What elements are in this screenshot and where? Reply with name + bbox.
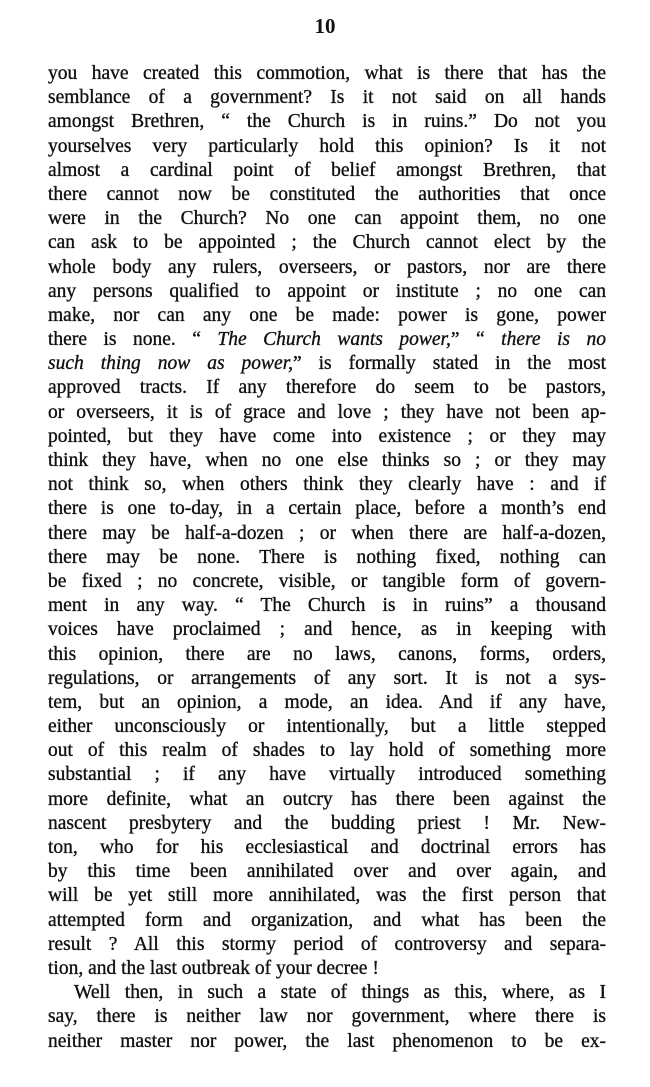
text-line xyxy=(48,643,606,667)
text-segment: by this time been annihilated over and over again, and xyxy=(48,861,606,883)
text-line xyxy=(48,933,606,957)
text-line xyxy=(48,280,606,304)
text-segment: either unconsciously or intentionally, but a little stepped xyxy=(48,716,606,738)
text-segment: ” “ xyxy=(450,329,502,351)
text-line xyxy=(48,231,606,255)
text-segment: this opinion, there are no laws, canons, forms, orders, xyxy=(48,643,606,665)
text-segment: whole body any rulers, overseers, or pastors, nor are there xyxy=(48,256,606,278)
body-text xyxy=(48,62,606,1054)
text-line xyxy=(48,62,606,86)
text-segment: ton, who for his ecclesiastical and doctrinal errors has xyxy=(48,837,606,858)
text-segment: will be yet still more annihilated, was the first person that xyxy=(48,885,606,907)
text-segment: were in the Church? No one can appoint them, no one xyxy=(48,208,606,230)
text-segment: there cannot now be constituted the authorities that once xyxy=(48,183,606,205)
paragraph xyxy=(48,981,606,1054)
text-segment: there may be half-a-dozen ; or when there are half-a-dozen, xyxy=(48,522,606,544)
text-line xyxy=(48,401,606,425)
text-segment: be fixed ; no concrete, visible, or tangible form of govern- xyxy=(48,570,606,592)
text-line xyxy=(48,497,606,521)
text-line xyxy=(48,594,606,618)
text-segment: pointed, but they have come into existence ; or they may xyxy=(48,425,606,447)
text-line xyxy=(48,957,606,981)
text-line xyxy=(48,691,606,715)
text-segment: substantial ; if any have virtually introduced something xyxy=(48,764,606,786)
text-line xyxy=(48,1005,606,1029)
text-segment: make, nor can any one be made: power is gone, power xyxy=(48,304,606,326)
text-line xyxy=(48,570,606,594)
text-line xyxy=(48,667,606,691)
text-segment: think they have, when no one else thinks so ; or they may xyxy=(48,450,606,471)
text-segment: ment in any way. “ The Church is in ruins” a thousand xyxy=(48,595,606,617)
text-segment: result ? All this stormy period of controversy and separa- xyxy=(48,933,606,955)
page-number: 10 xyxy=(314,14,336,38)
text-line xyxy=(48,836,606,860)
text-line xyxy=(48,159,606,183)
text-line xyxy=(48,546,606,570)
text-segment: out of this realm of shades to lay hold of something more xyxy=(48,740,606,762)
text-segment: or overseers, it is of grace and love ; they have not been ap- xyxy=(48,401,606,423)
text-segment: neither master nor power, the last phenomenon to be ex- xyxy=(48,1030,606,1052)
paragraph xyxy=(48,62,606,981)
text-line xyxy=(48,812,606,836)
text-segment: regulations, or arrangements of any sort. It is not a sys- xyxy=(48,667,606,689)
text-line xyxy=(48,763,606,787)
italic-text: such thing now as power, xyxy=(48,353,293,375)
text-line xyxy=(48,328,606,352)
text-line xyxy=(48,256,606,280)
text-line xyxy=(48,788,606,812)
text-segment: tem, but an opinion, a mode, an idea. And if any have, xyxy=(48,691,606,713)
text-line xyxy=(48,449,606,473)
text-line xyxy=(48,304,606,328)
text-segment: semblance of a government? Is it not said on all hands xyxy=(48,87,606,109)
text-line xyxy=(48,715,606,739)
text-segment: can ask to be appointed ; the Church cannot elect by the xyxy=(48,232,606,254)
text-segment: Well then, in such a state of things as this, where, as I xyxy=(74,982,606,1004)
text-line xyxy=(48,376,606,400)
text-line xyxy=(48,1030,606,1054)
text-line xyxy=(48,425,606,449)
text-line xyxy=(48,110,606,134)
text-segment: approved tracts. If any therefore do seem to be pastors, xyxy=(48,377,606,399)
text-line xyxy=(48,352,606,376)
text-segment: more definite, what an outcry has there been against the xyxy=(48,788,606,810)
text-segment: ” is formally stated in the most xyxy=(293,353,606,375)
text-segment: there may be none. There is nothing fixed, nothing can xyxy=(48,546,606,568)
text-segment: attempted form and organization, and what has been the xyxy=(48,909,606,931)
text-segment: voices have proclaimed ; and hence, as in keeping with xyxy=(48,619,606,641)
text-line xyxy=(48,618,606,642)
text-line xyxy=(48,183,606,207)
text-line xyxy=(48,981,606,1005)
text-segment: nascent presbytery and the budding priest ! Mr. New- xyxy=(48,812,606,834)
text-segment: tion, and the last outbreak of your decree ! xyxy=(48,957,379,979)
text-segment: there is one to-day, in a certain place, before a month’s end xyxy=(48,498,606,520)
text-segment: amongst Brethren, “ the Church is in ruins.” Do not you xyxy=(48,111,606,133)
text-segment: there is none. “ xyxy=(48,329,218,351)
text-line xyxy=(48,473,606,497)
text-segment: you have created this commotion, what is there that has the xyxy=(48,63,606,84)
text-line xyxy=(48,86,606,110)
text-segment: say, there is neither law nor government, where there is xyxy=(48,1006,606,1028)
text-line xyxy=(48,909,606,933)
text-line xyxy=(48,207,606,231)
text-line xyxy=(48,739,606,763)
text-line xyxy=(48,884,606,908)
text-line xyxy=(48,860,606,884)
italic-text: there is no xyxy=(501,329,606,351)
text-line xyxy=(48,135,606,159)
italic-text: The Church wants power, xyxy=(217,329,451,351)
text-segment: any persons qualified to appoint or institute ; no one can xyxy=(48,280,606,302)
text-segment: not think so, when others think they clearly have : and if xyxy=(48,474,606,496)
text-segment: almost a cardinal point of belief amongst Brethren, that xyxy=(48,159,606,181)
text-segment: yourselves very particularly hold this opinion? Is it not xyxy=(48,135,606,157)
text-line xyxy=(48,522,606,546)
